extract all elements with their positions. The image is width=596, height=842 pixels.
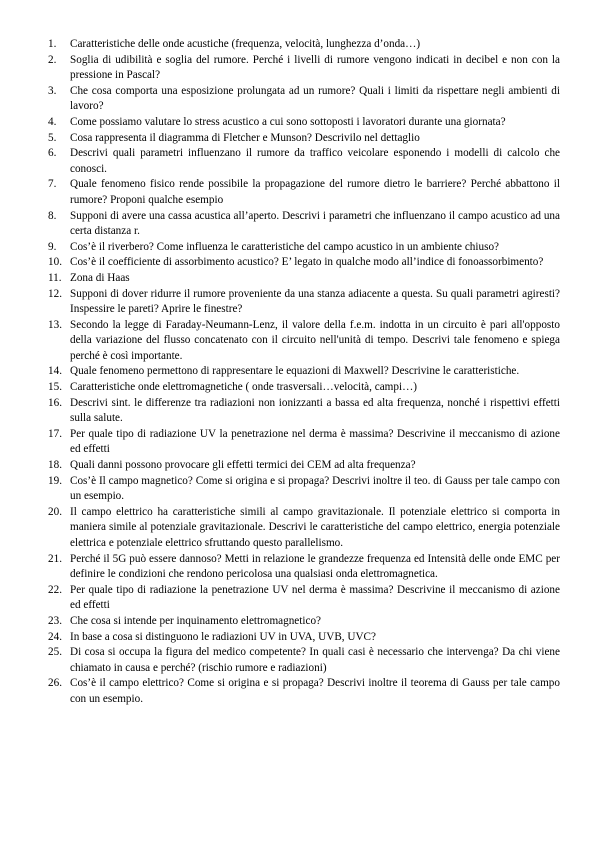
- question-text: Supponi di dover ridurre il rumore proveniente da una stanza adiacente a questa. Su quali parametri agiresti? Inspessire le pareti? Aprire le finestre?: [70, 287, 560, 316]
- question-number: 6.: [48, 147, 57, 160]
- question-text: Quali danni possono provocare gli effetti termici dei CEM ad alta frequenza?: [70, 459, 416, 472]
- question-text: Cos’è il campo elettrico? Come si origina e si propaga? Descrivi inoltre il teorema di Gauss per tale campo con un esempio.: [70, 677, 560, 705]
- question-number: 4.: [48, 115, 57, 128]
- question-item: [48, 318, 560, 365]
- question-text: Soglia di udibilità e soglia del rumore. Perché i livelli di rumore vengono indicati in decibel e non con la pressione in Pascal?: [70, 53, 560, 82]
- question-item: [48, 271, 560, 287]
- question-number: 1.: [48, 38, 57, 50]
- question-number: 20.: [48, 505, 62, 518]
- question-item: [48, 645, 560, 676]
- question-text: Il campo elettrico ha caratteristiche simili al campo gravitazionale. Il potenziale elettrico si comporta in maniera simile al potenziale gravitazionale. Descrivi le caratteristiche del campo elettrico, energia potenziale elettrica e potenziale elettrico sfruttando questo parallelismo.: [70, 505, 560, 549]
- question-number: 26.: [48, 677, 62, 690]
- question-text: Descrivi sint. le differenze tra radiazioni non ionizzanti a bassa ed alta frequenza, nonché i rispettivi effetti sulla salute.: [70, 396, 560, 425]
- question-item: [48, 240, 560, 256]
- question-number: 16.: [48, 396, 62, 409]
- question-text: Caratteristiche onde elettromagnetiche ( onde trasversali…velocità, campi…): [70, 381, 417, 394]
- question-text: Quale fenomeno fisico rende possibile la propagazione del rumore dietro le barriere? Perché abbattono il rumore? Proponi qualche esempio: [70, 178, 560, 206]
- question-number: 23.: [48, 614, 62, 627]
- question-item: [48, 474, 560, 505]
- question-number: 24.: [48, 630, 62, 643]
- question-item: [48, 614, 560, 630]
- question-text: Descrivi quali parametri influenzano il rumore da traffico veicolare esponendo i modelli di calcolo che conosci.: [70, 147, 560, 175]
- question-text: In base a cosa si distinguono le radiazioni UV in UVA, UVB, UVC?: [70, 630, 376, 643]
- question-text: Per quale tipo di radiazione la penetrazione UV nel derma è massima? Descrivine il meccanismo di azione ed effetti: [70, 583, 560, 612]
- question-text: Secondo la legge di Faraday-Neumann-Lenz, il valore della f.e.m. indotta in un circuito è pari all'opposto della variazione del flusso concatenato con il circuito nell'unità di tempo. Descrivi tale fenomeno e spiega perché è così importante.: [70, 318, 560, 362]
- question-item: [48, 458, 560, 474]
- question-item: [48, 209, 560, 240]
- question-item: [48, 287, 560, 318]
- question-item: [48, 84, 560, 115]
- question-item: [48, 177, 560, 208]
- question-item: [48, 115, 560, 131]
- question-number: 22.: [48, 583, 62, 596]
- question-item: [48, 583, 560, 614]
- question-number: 11.: [48, 271, 62, 284]
- question-item: [48, 676, 560, 707]
- question-item: [48, 131, 560, 147]
- question-number: 18.: [48, 459, 62, 472]
- question-item: [48, 396, 560, 427]
- question-text: Zona di Haas: [70, 271, 130, 284]
- question-number: 10.: [48, 256, 62, 269]
- question-text: Cos’è il coefficiente di assorbimento acustico? E’ legato in qualche modo all’indice di fonoassorbimento?: [70, 256, 544, 269]
- question-item: [48, 630, 560, 646]
- question-number: 7.: [48, 178, 57, 191]
- question-item: [48, 427, 560, 458]
- question-item: [48, 364, 560, 380]
- question-text: Di cosa si occupa la figura del medico competente? In quali casi è necessario che intervenga? Da chi viene chiamato in causa e perché? (rischio rumore e radiazioni): [70, 646, 560, 674]
- question-number: 2.: [48, 53, 57, 66]
- question-number: 8.: [48, 209, 57, 222]
- question-number: 14.: [48, 365, 62, 378]
- question-number: 3.: [48, 84, 57, 97]
- question-text: Che cosa si intende per inquinamento elettromagnetico?: [70, 614, 322, 627]
- question-item: [48, 505, 560, 552]
- question-item: [48, 37, 560, 53]
- question-item: [48, 53, 560, 84]
- question-number: 19.: [48, 474, 62, 487]
- question-number: 15.: [48, 381, 62, 394]
- question-number: 25.: [48, 646, 62, 659]
- question-number: 12.: [48, 287, 62, 300]
- question-item: [48, 380, 560, 396]
- question-item: [48, 552, 560, 583]
- question-text: Cos’è Il campo magnetico? Come si origina e si propaga? Descrivi inoltre il teo. di Gauss per tale campo con un esempio.: [70, 474, 560, 503]
- question-text: Perché il 5G può essere dannoso? Metti in relazione le grandezze frequenza ed Intensità delle onde EMC per definire le condizioni che rendono pericolosa una qualsiasi onda elettromagnetica.: [70, 552, 560, 581]
- question-number: 9.: [48, 240, 57, 253]
- question-number: 13.: [48, 318, 62, 331]
- question-number: 5.: [48, 131, 57, 144]
- question-text: Supponi di avere una cassa acustica all’aperto. Descrivi i parametri che influenzano il campo acustico ad una certa distanza r.: [70, 209, 560, 238]
- question-text: Cosa rappresenta il diagramma di Fletcher e Munson? Descrivilo nel dettaglio: [70, 131, 420, 144]
- question-text: Che cosa comporta una esposizione prolungata ad un rumore? Quali i limiti da rispettare negli ambienti di lavoro?: [70, 84, 560, 113]
- question-text: Cos’è il riverbero? Come influenza le caratteristiche del campo acustico in un ambiente chiuso?: [70, 240, 499, 253]
- question-text: Come possiamo valutare lo stress acustico a cui sono sottoposti i lavoratori durante una giornata?: [70, 115, 506, 128]
- question-item: [48, 146, 560, 177]
- question-item: [48, 255, 560, 271]
- question-number: 17.: [48, 427, 62, 440]
- question-text: Per quale tipo di radiazione UV la penetrazione nel derma è massima? Descrivine il meccanismo di azione ed effetti: [70, 427, 560, 456]
- question-list: [48, 37, 560, 708]
- question-text: Quale fenomeno permettono di rappresentare le equazioni di Maxwell? Descrivine le caratteristiche.: [70, 365, 520, 378]
- question-number: 21.: [48, 552, 62, 565]
- question-text: Caratteristiche delle onde acustiche (frequenza, velocità, lunghezza d’onda…): [70, 38, 421, 50]
